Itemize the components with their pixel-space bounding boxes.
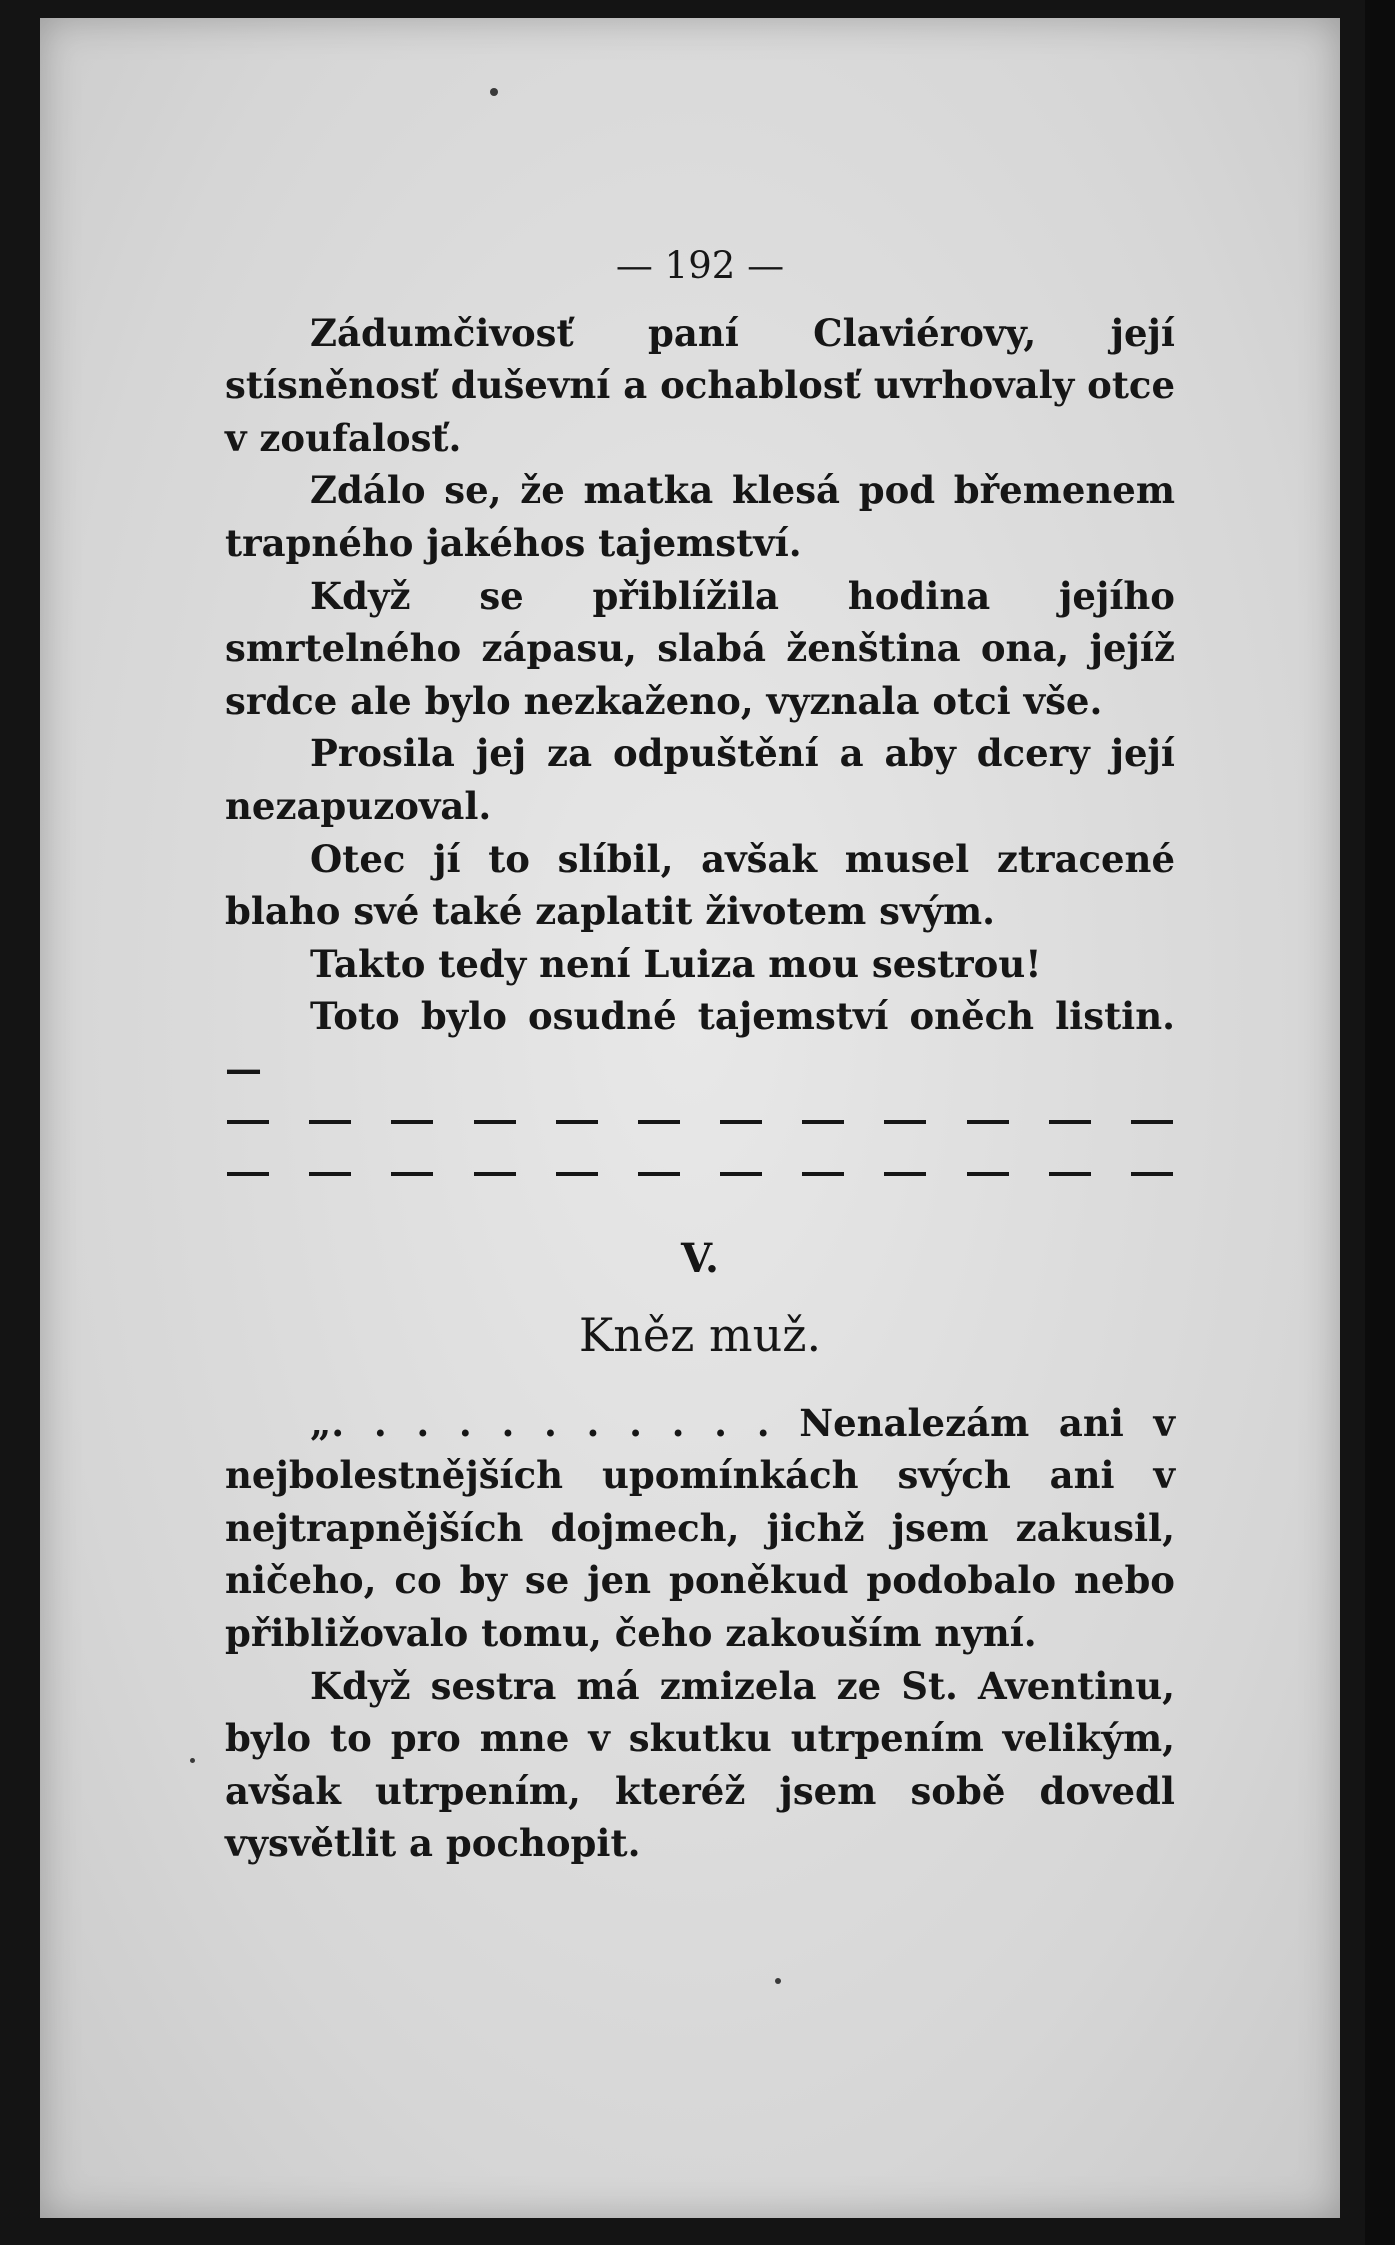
paragraph-2: Zdálo se, že matka klesá pod břemenem trapného jakéhos tajemství.: [225, 468, 1175, 565]
paragraph-5: Otec jí to slíbil, avšak musel ztracené blaho své také zaplatit životem svým.: [225, 836, 1175, 934]
paragraph-4: Prosila jej za odpuštění a aby dcery její nezapuzoval.: [225, 731, 1175, 828]
paragraph-3: Když se přiblížila hodina jejího smrtelného zápasu, slabá ženština ona, jejíž srdce ale bylo nezkaženo, vyznala otci vše.: [225, 573, 1175, 723]
paragraph-7: Toto bylo osudné tajemství oněch listin. —: [225, 994, 1175, 1091]
text-block: [225, 240, 1175, 1870]
paragraph-9: Když sestra má zmizela ze St. Aventinu, bylo to pro mne v skutku utrpením velikým, avšak utrpením, kteréž jsem sobě dovedl vysvětlit a pochopit.: [225, 1663, 1175, 1866]
paragraph-1: Zádumčivosť paní Claviérovy, její stísněnosť duševní a ochablosť uvrhovaly otce v zoufalosť.: [225, 310, 1175, 460]
paragraph-8: „. . . . . . . . . . . Nenalezám ani v nejbolestnějších upomínkách svých ani v nejtrapnějších dojmech, jichž jsem zakusil, ničeho, co by se jen poněkud podobalo nebo přibližovalo tomu, čeho zakouším nyní.: [225, 1400, 1175, 1656]
chapter-number: V.: [681, 1234, 719, 1282]
chapter-title: Kněz muž.: [578, 1307, 822, 1362]
page-edge-shadow: [1365, 0, 1395, 2245]
section-break-line-2: [225, 1148, 1175, 1201]
section-break-line-1: [225, 1096, 1175, 1149]
page-number: — 192 —: [615, 244, 785, 287]
paragraph-6: Takto tedy není Luiza mou sestrou!: [310, 941, 1042, 986]
